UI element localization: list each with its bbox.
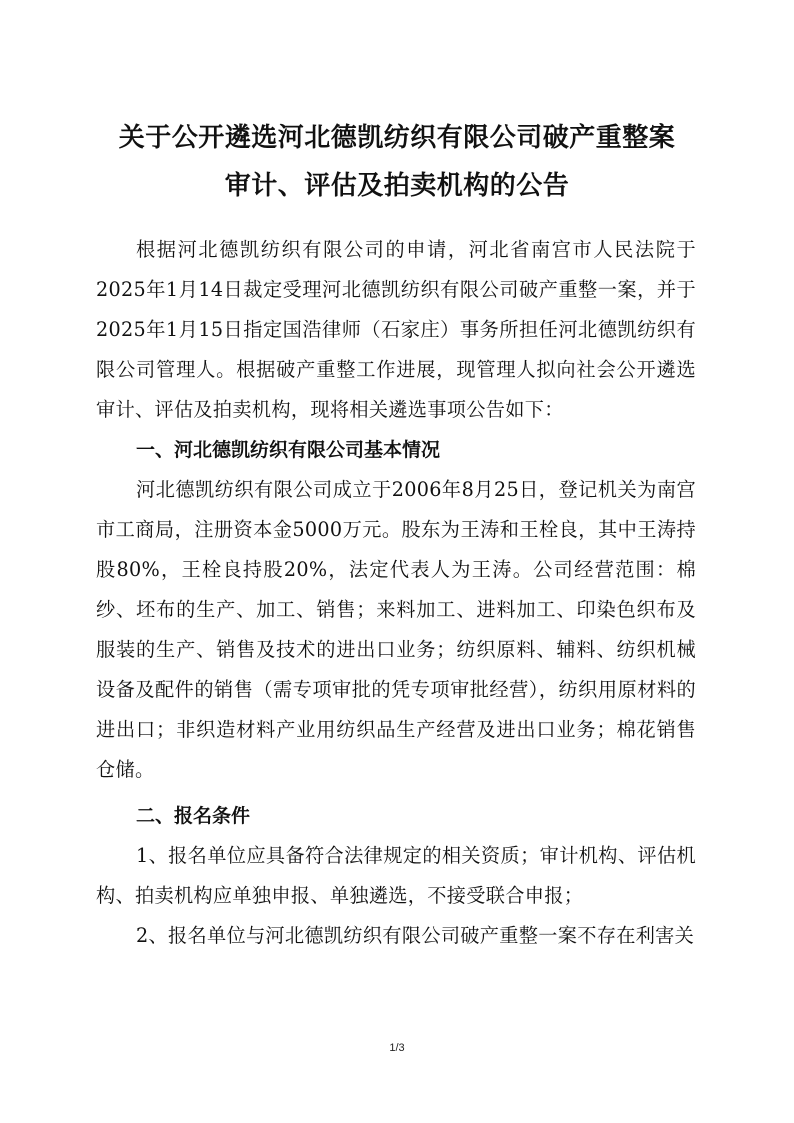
section-2-item-2: 2、报名单位与河北德凯纺织有限公司破产重整一案不存在利害关 [136, 924, 695, 947]
page-number: 1/3 [389, 1042, 405, 1054]
section-2-item-1: 1、报名单位应具备符合法律规定的相关资质；审计机构、评估机构、拍卖机构应单独申报、单独遴选，不接受联合申报； [96, 844, 696, 907]
intro-paragraph: 根据河北德凯纺织有限公司的申请，河北省南宫市人民法院于2025年1月14日裁定受理河北德凯纺织有限公司破产重整一案，并于2025年1月15日指定国浩律师（石家庄）事务所担任河北德凯纺织有限公司管理人。根据破产重整工作进展，现管理人拟向社会公开遴选审计、评估及拍卖机构，现将相关遴选事项公告如下： [96, 238, 696, 421]
document-title-line-1: 关于公开遴选河北德凯纺织有限公司破产重整案 [118, 123, 676, 153]
section-2-heading: 二、报名条件 [136, 805, 251, 827]
section-1-paragraph: 河北德凯纺织有限公司成立于2006年8月25日，登记机关为南宫市工商局，注册资本金5000万元。股东为王涛和王栓良，其中王涛持股80%，王栓良持股20%，法定代表人为王涛。公司经营范围：棉纱、坯布的生产、加工、销售；来料加工、进料加工、印染色织布及服装的生产、销售及技术的进出口业务；纺织原料、辅料、纺织机械设备及配件的销售（需专项审批的凭专项审批经营），纺织用原材料的进出口；非织造材料产业用纺织品生产经营及进出口业务；棉花销售仓储。 [96, 478, 696, 781]
document-title-line-2: 审计、评估及拍卖机构的公告 [224, 171, 570, 201]
section-1-heading: 一、河北德凯纺织有限公司基本情况 [136, 439, 441, 461]
document-body [96, 230, 696, 956]
